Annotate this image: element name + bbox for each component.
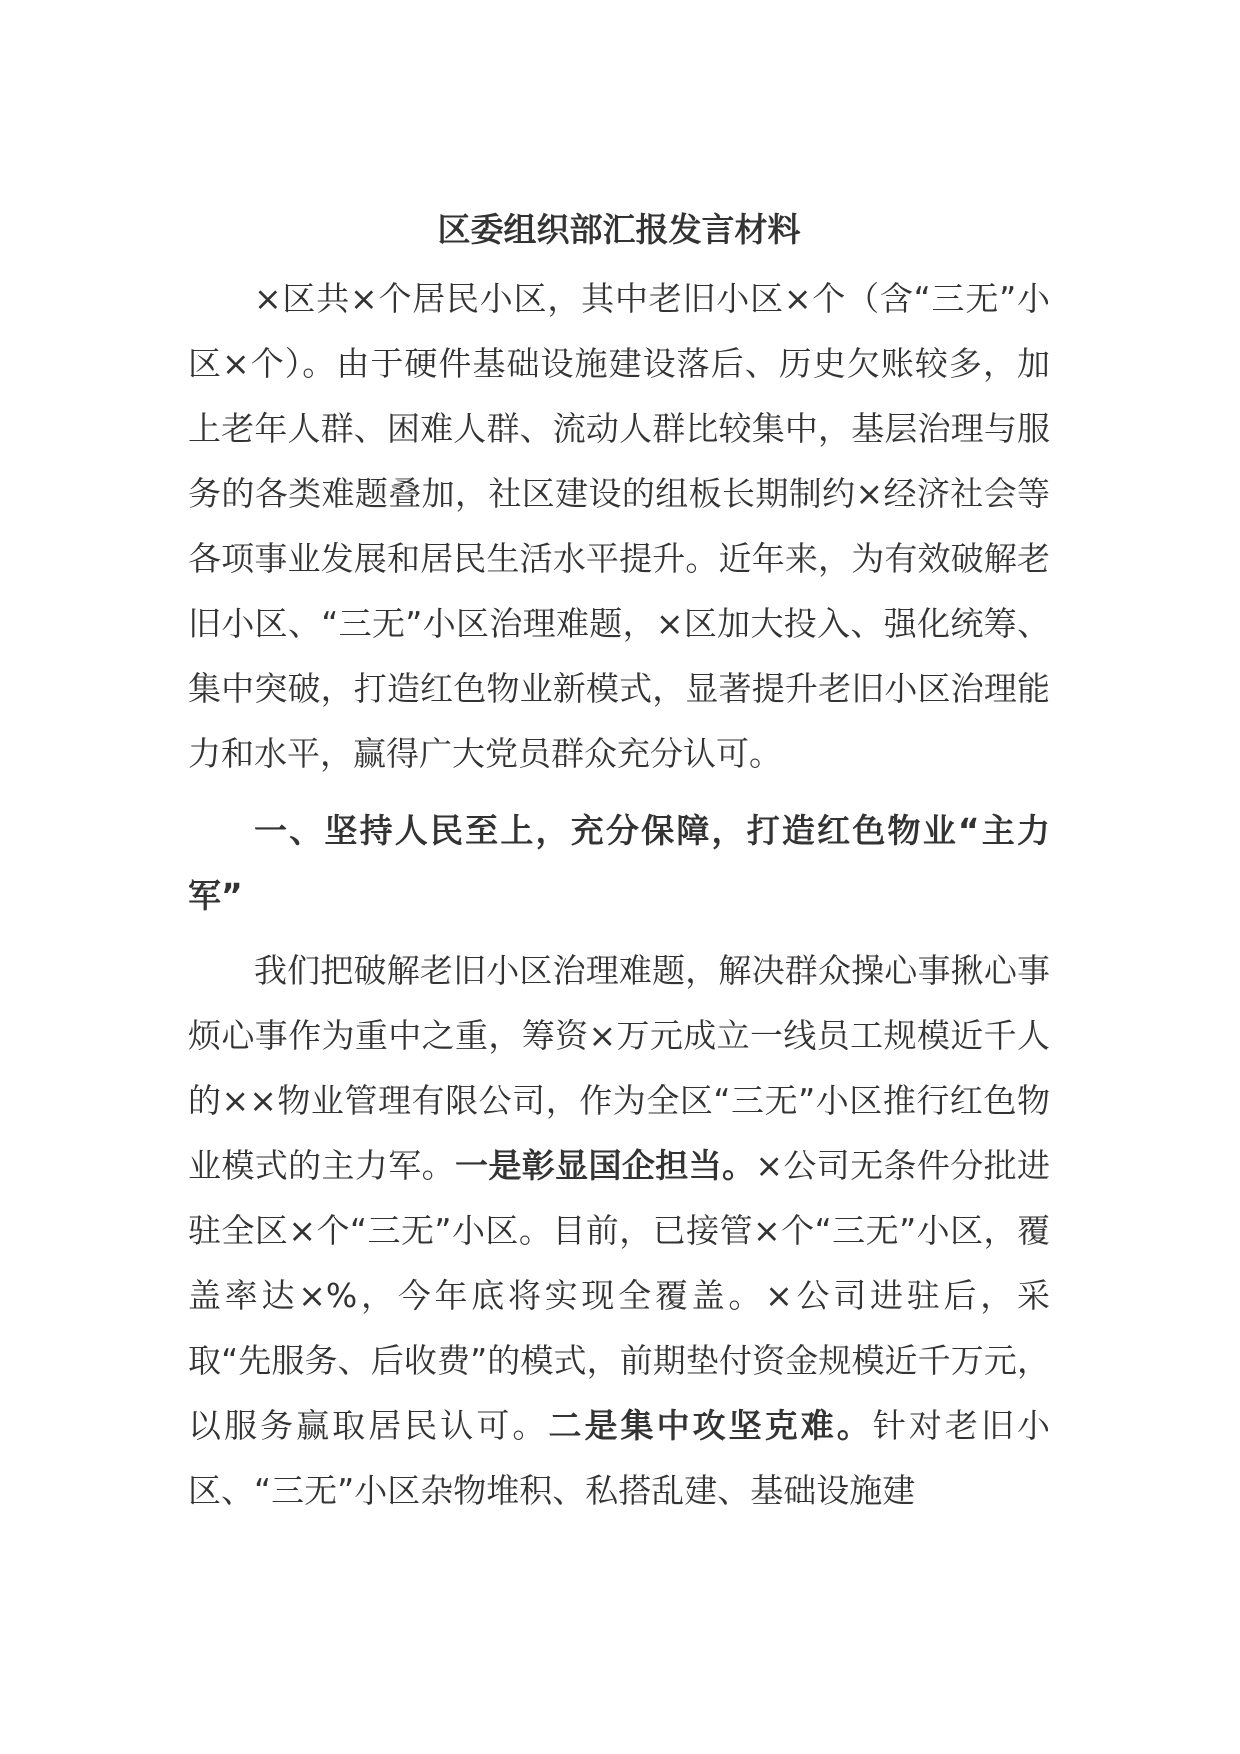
- bold-lead-phrase: 一是彰显国企担当。: [455, 1146, 756, 1185]
- paragraph-text: 针对老旧小区、“三无”小区杂物堆积、私搭乱建、基础设施建: [188, 1406, 1051, 1510]
- intro-paragraph: ×区共×个居民小区，其中老旧小区×个（含“三无”小区×个）。由于硬件基础设施建设落后、历史欠账较多，加上老年人群、困难人群、流动人群比较集中，基层治理与服务的各类难题叠加，社区建设的组板长期制约×经济社会等各项事业发展和居民生活水平提升。近年来，为有效破解老旧小区、“三无”小区治理难题，×区加大投入、强化统筹、集中突破，打造红色物业新模式，显著提升老旧小区治理能力和水平，赢得广大党员群众充分认可。: [188, 279, 1050, 773]
- document-body: [188, 200, 1050, 1523]
- section-heading: 一、坚持人民至上，充分保障，打造红色物业“主力军”: [188, 811, 1050, 915]
- paragraph-text: 我们把破解老旧小区治理难题，解决群众操心事揪心事烦心事作为重中之重，筹资×万元成立一线员工规模近千人的××物业管理有限公司，作为全区“三无”小区推行红色物业模式的主力军。: [188, 951, 1050, 1185]
- bold-lead-phrase: 二是集中攻坚克难。: [548, 1406, 873, 1445]
- section-paragraph: [188, 938, 1050, 1523]
- document-title: 区委组织部汇报发言材料: [437, 210, 801, 249]
- paragraph-text: ×公司无条件分批进驻全区×个“三无”小区。目前，已接管×个“三无”小区，覆盖率达×%，今年底将实现全覆盖。×公司进驻后，采取“先服务、后收费”的模式，前期垫付资金规模近千万元，以服务赢取居民认可。: [188, 1146, 1051, 1445]
